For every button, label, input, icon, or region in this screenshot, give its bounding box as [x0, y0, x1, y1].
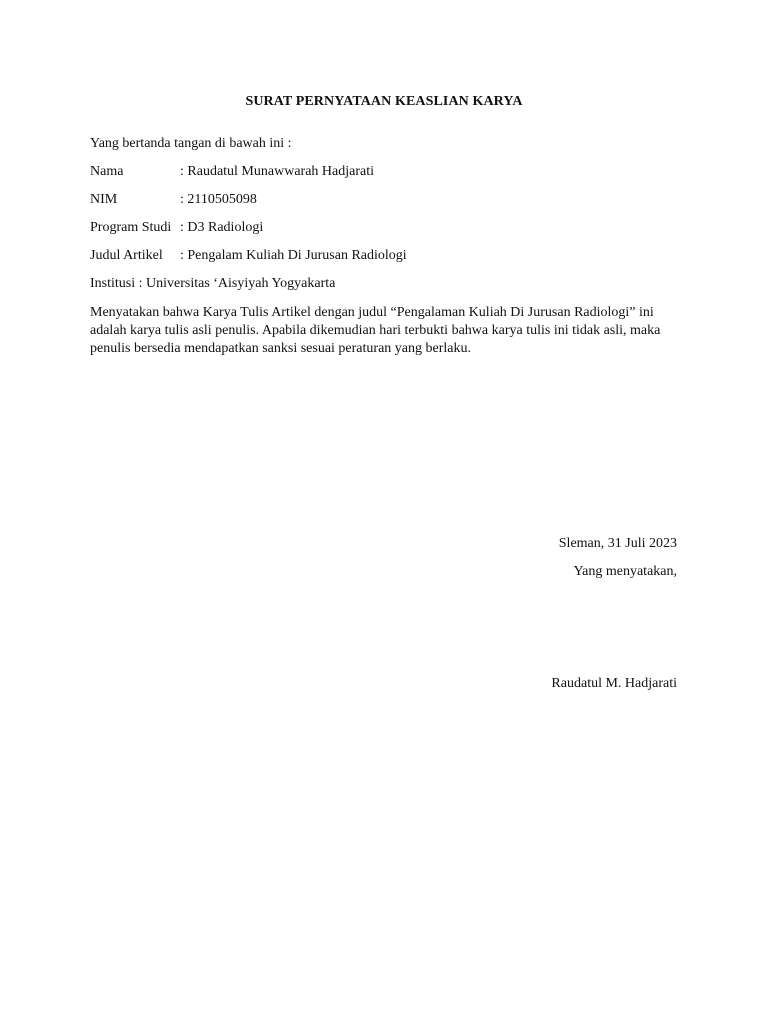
field-program-studi — [90, 219, 263, 237]
statement-line: penulis bersedia mendapatkan sanksi sesuai peraturan yang berlaku. — [90, 341, 471, 356]
field-judul-artikel — [90, 247, 407, 265]
field-value: : Pengalam Kuliah Di Jurusan Radiologi — [180, 248, 407, 263]
field-nim — [90, 191, 257, 209]
field-nama — [90, 163, 374, 181]
statement-line: Menyatakan bahwa Karya Tulis Artikel dengan judul “Pengalaman Kuliah Di Jurusan Radiologi” ini — [90, 305, 654, 320]
field-institusi: Institusi : Universitas ‘Aisyiyah Yogyakarta — [90, 276, 336, 291]
field-value: : 2110505098 — [180, 192, 257, 207]
signature-name: Raudatul M. Hadjarati — [551, 676, 677, 691]
statement-line: adalah karya tulis asli penulis. Apabila dikemudian hari terbukti bahwa karya tulis ini tidak asli, maka — [90, 323, 661, 338]
signature-declarant-label: Yang menyatakan, — [573, 564, 677, 579]
statement-paragraph — [90, 304, 680, 358]
document-title: SURAT PERNYATAAN KEASLIAN KARYA — [245, 94, 523, 109]
field-label: Program Studi — [90, 220, 172, 235]
field-value: : Raudatul Munawwarah Hadjarati — [180, 164, 374, 179]
field-label: Judul Artikel — [90, 248, 163, 263]
field-value: : D3 Radiologi — [180, 220, 264, 235]
intro-text: Yang bertanda tangan di bawah ini : — [90, 136, 292, 151]
field-label: Nama — [90, 164, 124, 179]
field-label: NIM — [90, 192, 118, 207]
signature-place-date: Sleman, 31 Juli 2023 — [558, 536, 677, 551]
